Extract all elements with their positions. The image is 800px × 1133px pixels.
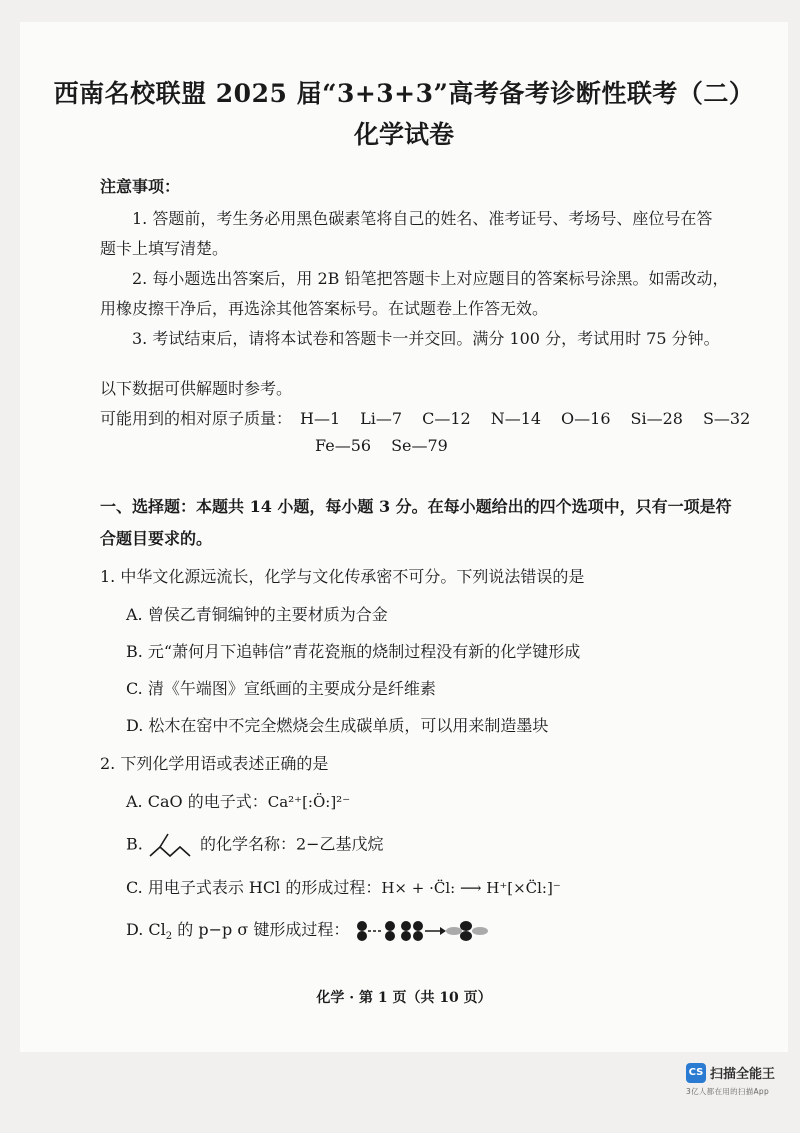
- option-c-text: C. 用电子式表示 HCl 的形成过程：: [126, 878, 382, 897]
- atomic-mass: Li—7: [360, 409, 403, 428]
- option-d-text: D. Cl: [126, 920, 166, 939]
- atomic-mass: H—1: [300, 409, 341, 428]
- atomic-mass: N—14: [490, 409, 542, 428]
- atomic-mass: C—12: [422, 409, 471, 428]
- hcl-formation-formula: H× + ·C̈l: ⟶ H⁺[×C̈l:]⁻: [381, 879, 561, 897]
- notice-item-2-line-2: 用橡皮擦干净后，再选涂其他答案标号。在试题卷上作答无效。: [100, 299, 549, 318]
- subject-title: 化学试卷: [353, 120, 454, 149]
- question-2-option-d: D. $Cl_2$ 的 p−p σ 键形成过程：: [126, 917, 494, 944]
- question-1-option-c: C. 清《午端图》宣纸画的主要成分是纤维素: [126, 679, 436, 698]
- atomic-mass-label: 可能用到的相对原子质量：: [100, 409, 293, 428]
- option-b-text: 的化学名称：2−乙基戊烷: [199, 834, 384, 854]
- exam-page: [20, 22, 788, 1052]
- atomic-mass-line-1: [100, 406, 770, 429]
- question-2-option-b: [126, 830, 384, 860]
- skeletal-formula-icon: [148, 830, 200, 860]
- option-a-text: A. CaO 的电子式：: [126, 792, 268, 811]
- question-1-option-a: A. 曾侯乙青铜编钟的主要材质为合金: [126, 605, 388, 624]
- notice-heading: 注意事项：: [100, 177, 181, 196]
- atomic-mass-line-2: [315, 436, 468, 455]
- notice-item-1-line-2: 题卡上填写清楚。: [100, 239, 229, 258]
- atomic-mass: Se—79: [391, 436, 448, 455]
- exam-title: 西南名校联盟 2025 届“3+3+3”高考备考诊断性联考（二）: [53, 79, 755, 108]
- atomic-mass: S—32: [702, 409, 751, 428]
- notice-item-3: 3. 考试结束后，请将本试卷和答题卡一并交回。满分 100 分，考试用时 75 分钟。: [132, 329, 720, 348]
- question-1-stem: 1. 中华文化源远流长，化学与文化传承密不可分。下列说法错误的是: [100, 567, 585, 586]
- reference-intro: 以下数据可供解题时参考。: [100, 379, 293, 398]
- question-1-option-b: B. 元“萧何月下追韩信”青花瓷瓶的烧制过程没有新的化学键形成: [126, 642, 581, 661]
- cao-electron-formula: Ca²⁺[:Ö:]²⁻: [267, 793, 351, 811]
- notice-item-1-line-1: 1. 答题前，考生务必用黑色碳素笔将自己的姓名、准考证号、考场号、座位号在答: [132, 209, 713, 228]
- question-2-option-a: [126, 789, 350, 812]
- orbital-overlap-icon: [354, 918, 494, 944]
- question-1-option-d: D. 松木在窑中不完全燃烧会生成碳单质，可以用来制造墨块: [126, 716, 549, 735]
- question-2-stem: 2. 下列化学用语或表述正确的是: [100, 754, 329, 773]
- watermark-slogan: 3亿人都在用的扫描App: [686, 1087, 770, 1096]
- option-b-label: B.: [126, 834, 143, 854]
- camscanner-logo-icon: CS: [686, 1063, 706, 1083]
- notice-item-2-line-1: 2. 每小题选出答案后，用 2B 铅笔把答题卡上对应题目的答案标号涂黑。如需改动，: [132, 269, 729, 288]
- atomic-mass: Fe—56: [315, 436, 372, 455]
- watermark-name: 扫描全能王: [710, 1067, 776, 1082]
- question-2-option-c: [126, 875, 561, 898]
- section-heading-line-2: 合题目要求的。: [100, 529, 213, 548]
- section-heading-line-1: 一、选择题：本题共 14 小题，每小题 3 分。在每小题给出的四个选项中，只有一项是符: [100, 497, 732, 516]
- atomic-mass: Si—28: [630, 409, 683, 428]
- page-footer: 化学 · 第 1 页（共 10 页）: [316, 990, 492, 1006]
- atomic-mass: O—16: [561, 409, 611, 428]
